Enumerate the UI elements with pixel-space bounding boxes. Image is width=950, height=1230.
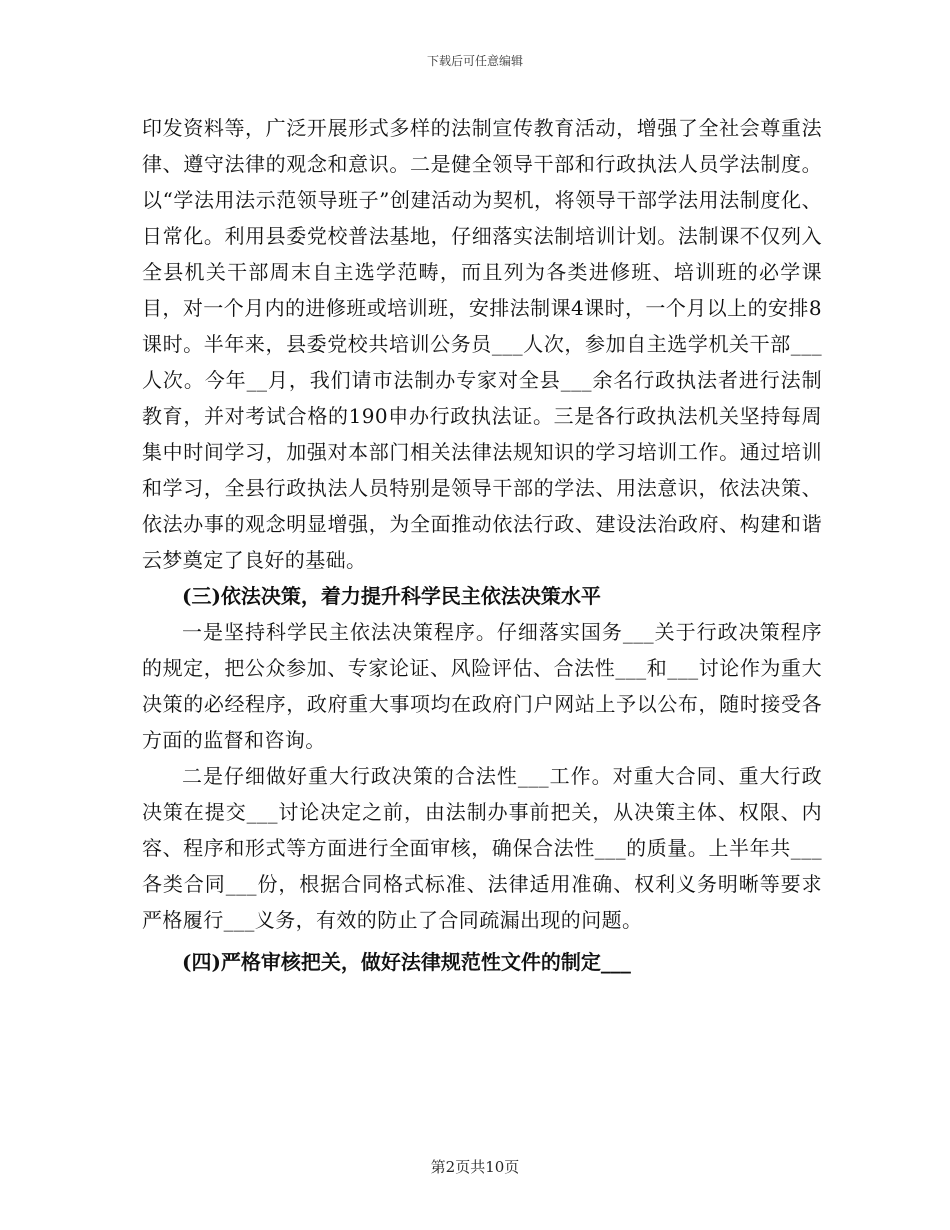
paragraph-legality-review: 二是仔细做好重大行政决策的合法性___工作。对重大合同、重大行政决策在提交___讨论决定之前，由法制办事前把关，从决策主体、权限、内容、程序和形式等方面进行全面审核，确保合法性___的质量。上半年共___各类合同___份，根据合同格式标准、法律适用准确、权利义务明晰等要求严格履行___义务，有效的防止了合同疏漏出现的问题。 <box>142 764 822 932</box>
section-heading-3: (三)依法决策，着力提升科学民主依法决策水平 <box>182 584 601 608</box>
paragraph-decision-procedure: 一是坚持科学民主依法决策程序。仔细落实国务___关于行政决策程序的规定，把公众参加、专家论证、风险评估、合法性___和___讨论作为重大决策的必经程序，政府重大事项均在政府门户网站上予以公布，随时接受各方面的监督和咨询。 <box>142 620 822 752</box>
page-number: 第2页共10页 <box>430 1158 520 1176</box>
paragraph-legal-education: 印发资料等，广泛开展形式多样的法制宣传教育活动，增强了全社会尊重法律、遵守法律的观念和意识。二是健全领导干部和行政执法人员学法制度。以“学法用法示范领导班子”创建活动为契机，将领导干部学法用法制度化、日常化。利用县委党校普法基地，仔细落实法制培训计划。法制课不仅列入全县机关干部周末自主选学范畴，而且列为各类进修班、培训班的必学课目，对一个月内的进修班或培训班，安排法制课4课时，一个月以上的安排8课时。半年来，县委党校共培训公务员___人次，参加自主选学机关干部___人次。今年__月，我们请市法制办专家对全县___余名行政执法者进行法制教育，并对考试合格的190申办行政执法证。三是各行政执法机关坚持每周集中时间学习，加强对本部门相关法律法规知识的学习培训工作。通过培训和学习，全县行政执法人员特别是领导干部的学法、用法意识，依法决策、依法办事的观念明显增强，为全面推动依法行政、建设法治政府、构建和谐云梦奠定了良好的基础。 <box>142 116 822 572</box>
document-body <box>142 110 822 980</box>
section-heading-4: (四)严格审核把关，做好法律规范性文件的制定___ <box>182 950 631 974</box>
page-header: 下载后可任意编辑 <box>426 54 523 68</box>
